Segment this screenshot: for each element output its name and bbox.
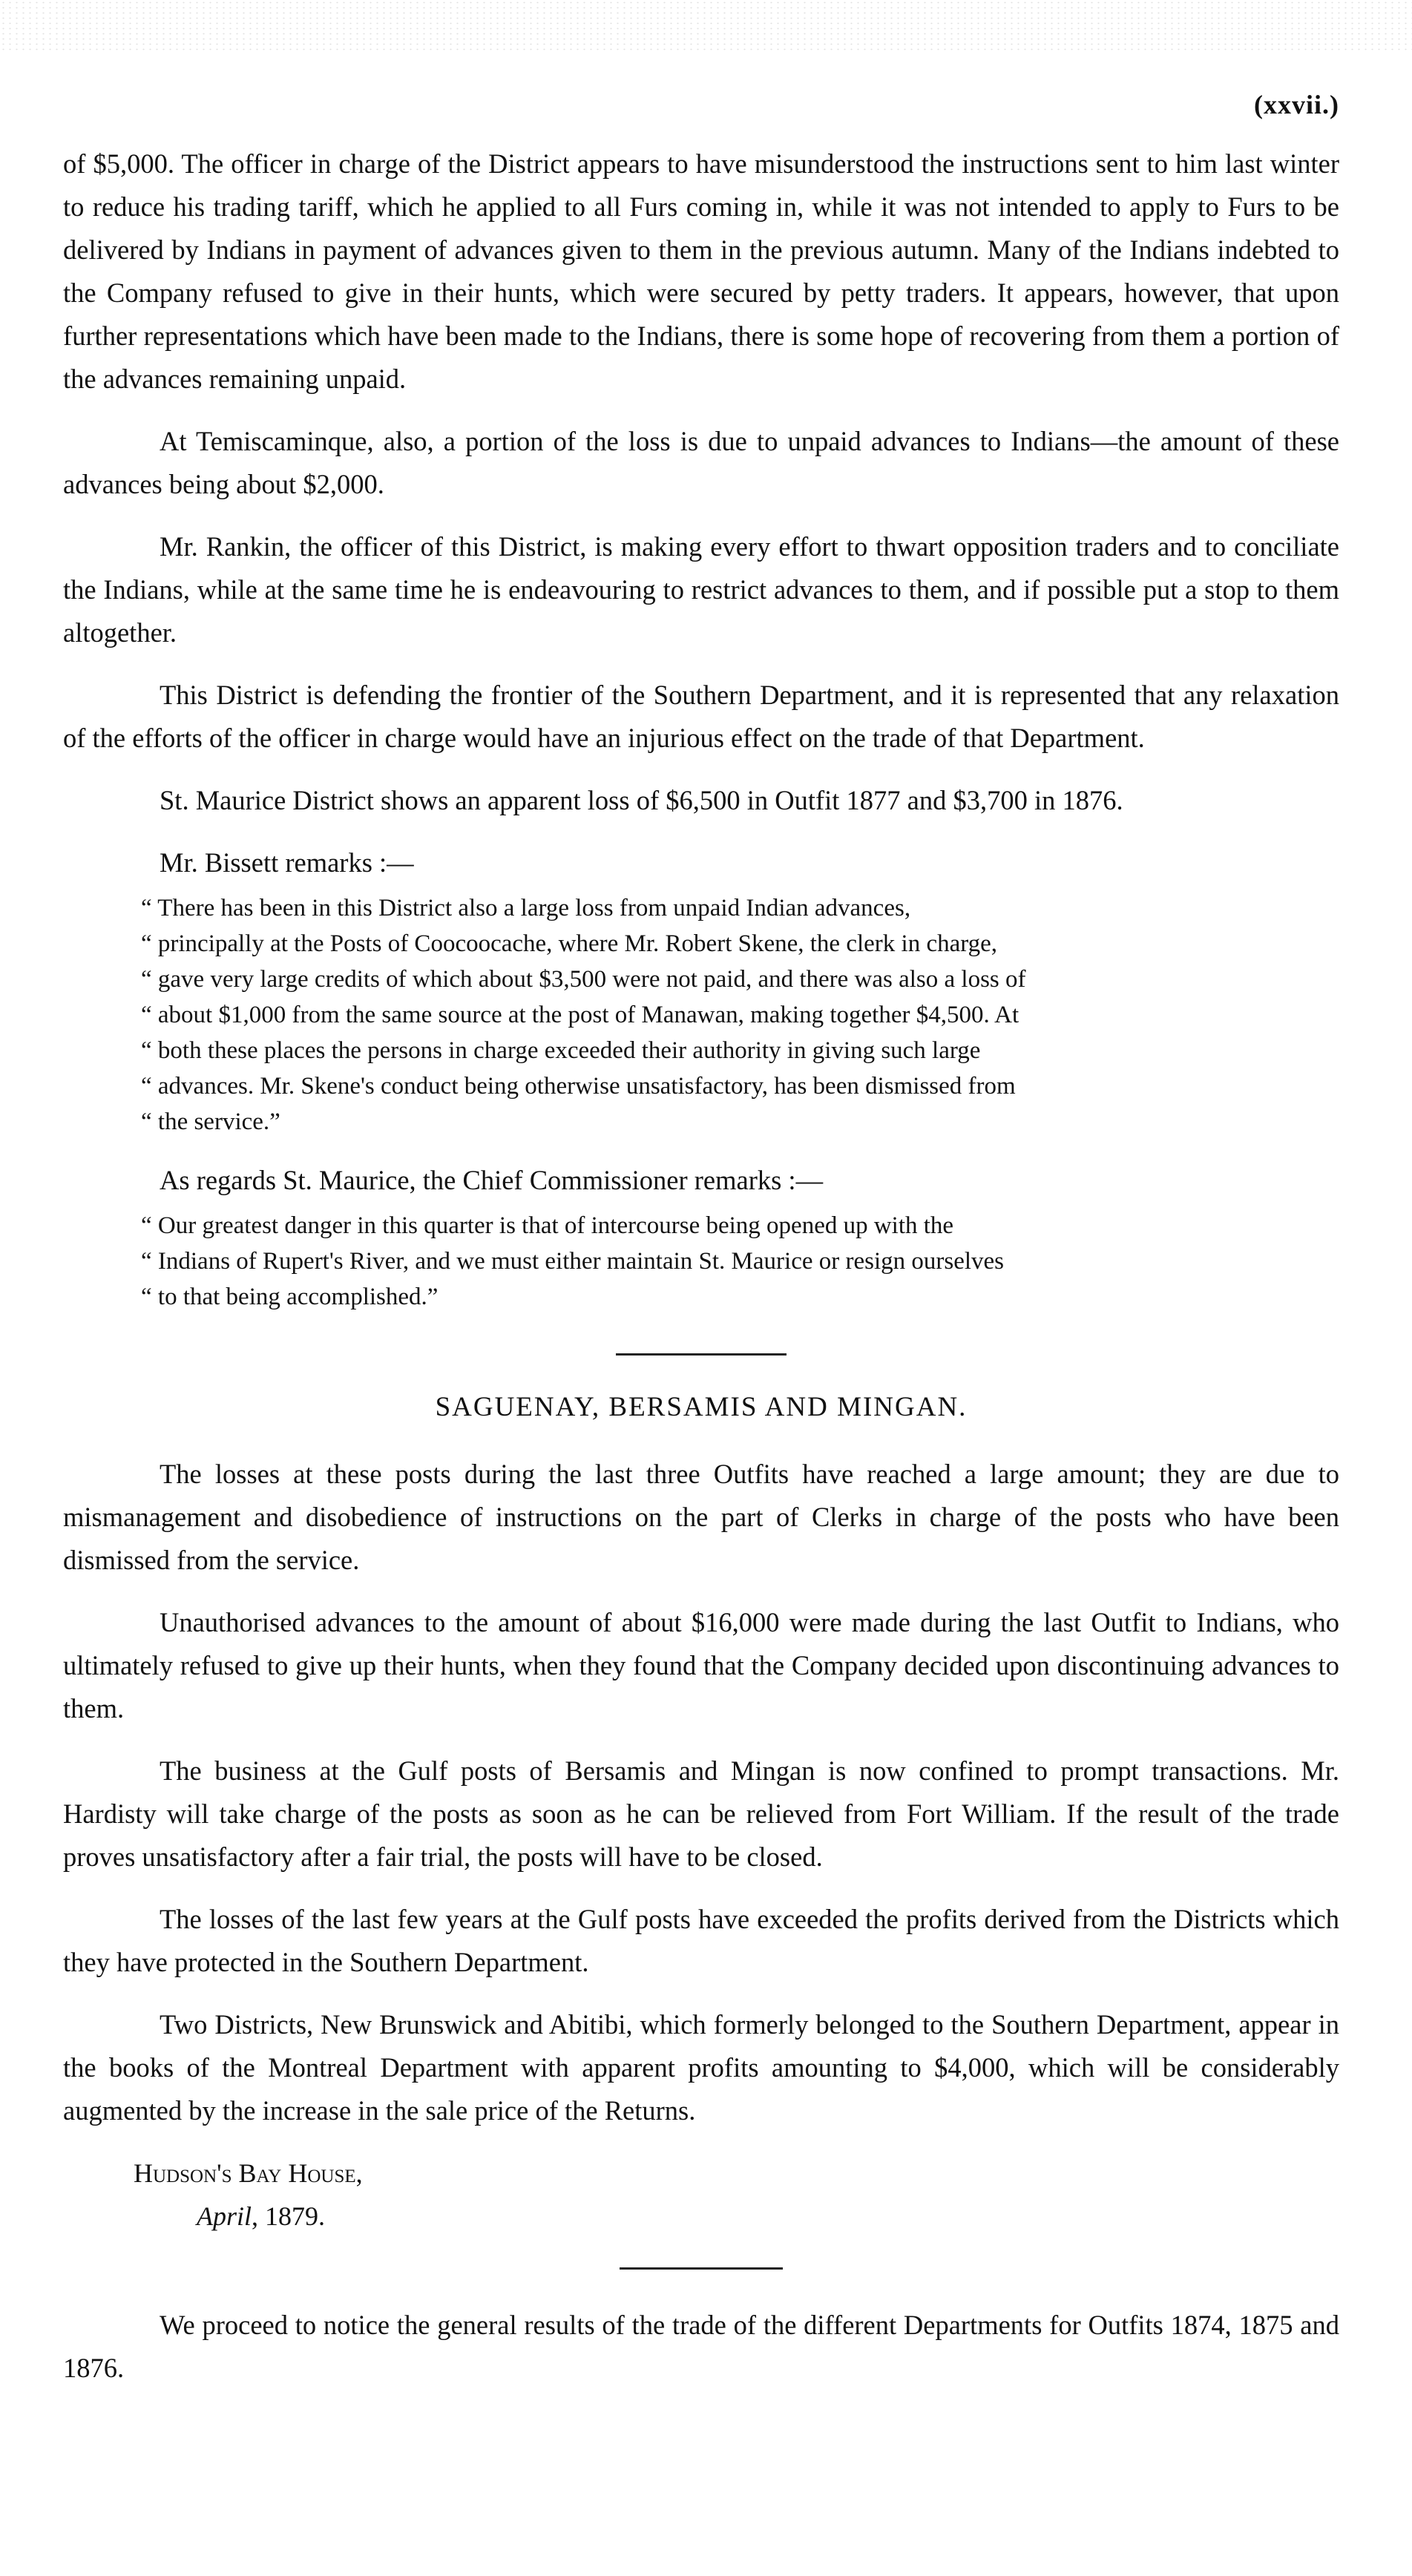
bissett-intro: Mr. Bissett remarks :— [160,847,414,878]
paragraph-two-districts: Two Districts, New Brunswick and Abitibi, which formerly belonged to the Southern Department, appear in the books of the Montreal Department with apparent profits amounting to $4,000, which will be considerably augmented by the increase in the sale price of the Returns. [63,2009,1339,2126]
signature-date [197,2195,1339,2238]
paragraph-frontier: This District is defending the frontier of the Southern Department, and it is represented that any relaxation of the efforts of the officer in charge would have an injurious effect on the trade of that Department. [63,680,1339,753]
quote-line: “ to that being accomplished.” [141,1284,439,1310]
quote-line: “ gave very large credits of which about $3,500 were not paid, and there was also a loss of [141,966,1026,993]
quote-line: “ principally at the Posts of Coocoocache, where Mr. Robert Skene, the clerk in charge, [141,930,998,957]
paragraph-st-maurice-loss: St. Maurice District shows an apparent loss of $6,500 in Outfit 1877 and $3,700 in 1876. [160,785,1123,815]
quote-line: “ the service.” [141,1108,280,1135]
signature-block [134,2152,1339,2238]
paragraph-rankin: Mr. Rankin, the officer of this District, is making every effort to thwart opposition traders and to conciliate the Indians, while at the same time he is endeavouring to restrict advances to them, and if possible put a stop to them altogether. [63,531,1339,648]
quote-line: “ both these places the persons in charge exceeded their authority in giving such large [141,1037,981,1064]
commissioner-intro: As regards St. Maurice, the Chief Commissioner remarks :— [160,1165,824,1195]
paragraph-unpaid-advances: of $5,000. The officer in charge of the District appears to have misunderstood the instructions sent to him last winter to reduce his trading tariff, which he applied to all Furs coming in, while it was not intended to apply to Furs to be delivered by Indians in payment of advances given to them in the previous autumn. Many of the Indians indebted to the Company refused to give in their hunts, which were secured by petty traders. It appears, however, that upon further representations which have been made to the Indians, there is some hope of recovering from them a portion of the advances remaining unpaid. [63,148,1339,394]
closing-divider [620,2267,783,2270]
quote-line: “ advances. Mr. Skene's conduct being otherwise unsatisfactory, has been dismissed from [141,1073,1016,1100]
paragraph-gulf-posts: The business at the Gulf posts of Bersamis and Mingan is now confined to prompt transactions. Mr. Hardisty will take charge of the posts as soon as he can be relieved from Fort William. If the result of the trade proves unsatisfactory after a fair trial, the posts will have to be closed. [63,1755,1339,1872]
signature-place: Hudson's Bay House, [134,2158,363,2188]
paragraph-closing: We proceed to notice the general results of the trade of the different Departments for Outfits 1874, 1875 and 1876. [63,2310,1339,2383]
paragraph-unauthorised-advances: Unauthorised advances to the amount of about $16,000 were made during the last Outfit to Indians, who ultimately refused to give up their hunts, when they found that the Company decided upon discontinuing advances to them. [63,1607,1339,1724]
paragraph-losses: The losses at these posts during the last three Outfits have reached a large amount; they are due to mismanagement and disobedience of instructions on the part of Clerks in charge of the posts who have been dismissed from the service. [63,1459,1339,1575]
quote-line: “ Indians of Rupert's River, and we must either maintain St. Maurice or resign ourselves [141,1248,1005,1275]
quote-line: “ Our greatest danger in this quarter is that of intercourse being opened up with the [141,1212,954,1239]
paragraph-temiscaminque: At Temiscaminque, also, a portion of the loss is due to unpaid advances to Indians—the amount of these advances being about $2,000. [63,426,1339,499]
quote-line: “ about $1,000 from the same source at the post of Manawan, making together $4,500. At [141,1002,1019,1028]
section-divider [616,1353,787,1356]
quote-line: “ There has been in this District also a large loss from unpaid Indian advances, [141,895,911,921]
bissett-quote [63,890,1339,1140]
document-page [63,89,1339,2409]
scan-speckle-top [0,0,1412,52]
commissioner-quote [63,1208,1339,1315]
signature-year: , 1879. [252,2201,326,2231]
section-heading: SAGUENAY, BERSAMIS AND MINGAN. [435,1392,968,1422]
signature-month: April [197,2201,252,2231]
page-folio: (xxvii.) [1254,90,1339,119]
paragraph-gulf-losses: The losses of the last few years at the Gulf posts have exceeded the profits derived from the Districts which they have protected in the Southern Department. [63,1904,1339,1977]
